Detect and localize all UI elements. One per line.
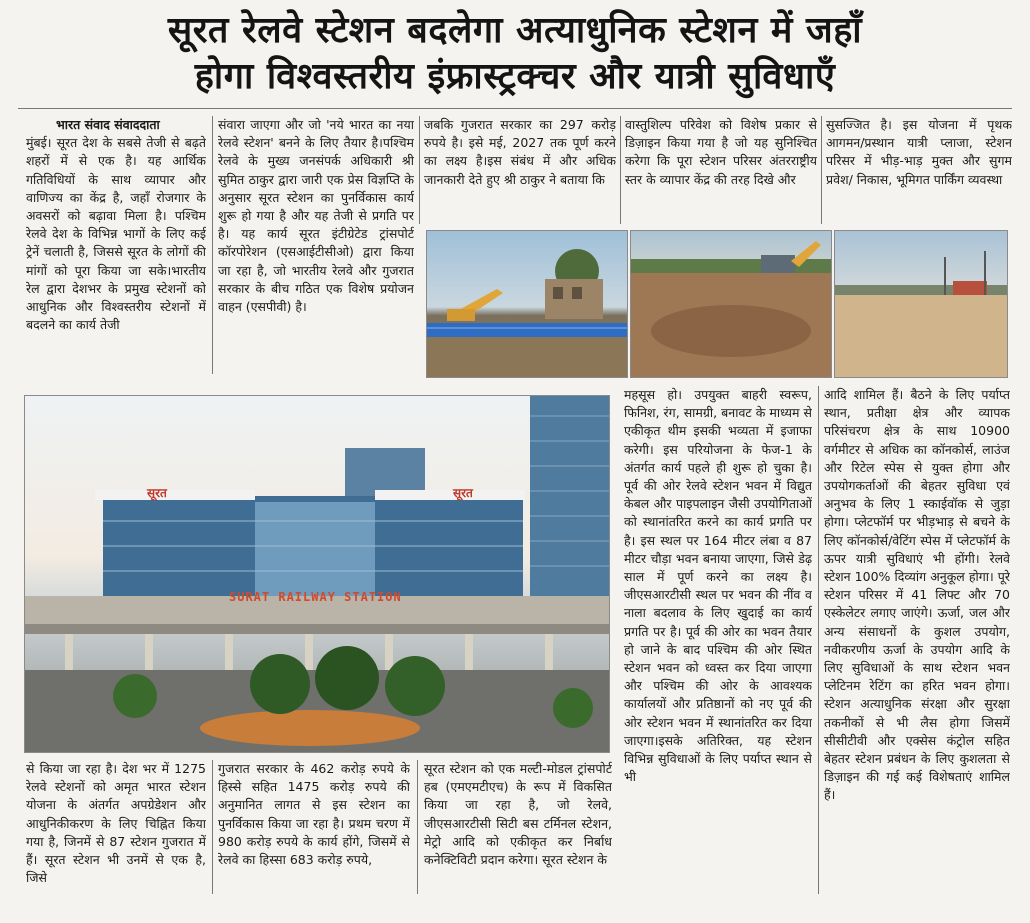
construction-photo-2 bbox=[630, 230, 832, 378]
construction-photo-1-art bbox=[427, 231, 627, 377]
byline: भारत संवाद संवाददाता bbox=[56, 117, 160, 132]
headline-line-1: सूरत रेलवे स्टेशन बदलेगा अत्याधुनिक स्टेशन में जहाँ bbox=[167, 10, 863, 51]
column-10-text: सूरत स्टेशन को एक मल्टी-मोडल ट्रांसपोर्ट हब (एमएमटीएच) के रूप में विकसित किया जा रहा है, जो रेलवे, जीएसआरटीसी सिटी बस टर्मिनल स्टेशन, मेट्रो आदि को एकीकृत कर निर्बाध कनेक्टिविटी प्रदान करेगा। सूरत स्टेशन के bbox=[424, 761, 612, 868]
article-column-5 bbox=[826, 116, 1012, 224]
construction-photo-3 bbox=[834, 230, 1008, 378]
column-5-text: सुसज्जित है। इस योजना में पृथक आगमन/प्रस्थान यात्री प्लाजा, स्टेशन परिसर में भीड़-भाड़ मुक्त और सुगम प्रवेश/ निकास, भूमिगत पार्किंग व्यवस्था bbox=[826, 117, 1012, 187]
column-1-text: मुंबई। सूरत देश के सबसे तेजी से बढ़ते शहरों में से एक है। यह आर्थिक गतिविधियों के साथ व्यापार और वाणिज्य का केंद्र है, जहाँ रोजगार के अवसरों को बढ़ावा मिला है। पश्चिम रेलवे देश के विभिन्न भागों के लिए कई ट्रेनें चलाती है, जिससे सूरत के लोगों की मांगों को पूरा किया जा सके।भारतीय रेल द्वारा देशभर के प्रमुख स्टेशनों को आधुनिक और विश्वस्तरीय स्टेशनों में बदलने का कार्य तेजी bbox=[26, 135, 206, 333]
headline-line-2: होगा विश्वस्तरीय इंफ्रास्ट्रक्चर और यात्री सुविधाएँ bbox=[194, 56, 836, 97]
article-column-4 bbox=[625, 116, 817, 224]
column-divider bbox=[821, 116, 822, 224]
column-divider bbox=[818, 386, 819, 894]
render-station-name: SURAT RAILWAY STATION bbox=[229, 590, 402, 604]
render-sign-right: सूरत bbox=[453, 486, 473, 500]
article-column-8 bbox=[26, 760, 206, 894]
column-divider bbox=[212, 760, 213, 894]
article-column-9 bbox=[218, 760, 410, 894]
headline bbox=[0, 8, 1030, 100]
column-divider bbox=[417, 760, 418, 894]
column-4-text: वास्तुशिल्प परिवेश को विशेष प्रकार से डिज़ाइन किया गया है जो यह सुनिश्चित करेगा कि पूरा स्टेशन परिसर अंतरराष्ट्रीय स्तर के व्यापार केंद्र की तरह दिखे और bbox=[625, 117, 817, 187]
column-3-text: जबकि गुजरात सरकार का 297 करोड़ रुपये है। इसे मई, 2027 तक पूर्ण करने का लक्ष्य है।इस संबंध में और अधिक जानकारी देते हुए श्री ठाकुर ने बताया कि bbox=[424, 117, 616, 187]
article-column-6 bbox=[624, 386, 812, 894]
station-render-image bbox=[24, 395, 610, 753]
article-column-3 bbox=[424, 116, 616, 224]
construction-photo-1 bbox=[426, 230, 628, 378]
column-7-text: आदि शामिल हैं। बैठने के लिए पर्याप्त स्थान, प्रतीक्षा क्षेत्र और व्यापक परिसंचरण क्षेत्र के साथ 10900 वर्गमीटर से अधिक का कॉनकोर्स, लाउंज और रिटेल स्पेस से युक्त होगा और उपयोगकर्ताओं की बेहतर सुविधा एवं अनुभव के लिए 1 स्काईवॉक से जुड़ा होगा। प्लेटफॉर्म पर भीड़भाड़ से बचने के लिए कॉनकोर्स/वेटिंग स्पेस में प्लेटफॉर्म के ऊपर यात्री सुविधाएं भी होंगी। रेलवे स्टेशन 100% दिव्यांग अनुकूल होगा। पूरे स्टेशन परिसर में 41 लिफ्ट और 70 एस्केलेटर लगाए जाएंगे। ऊर्जा, जल और अन्य संसाधनों के कुशल उपयोग, नवीकरणीय ऊर्जा के उपयोग आदि के लिए सुविधाओं के साथ स्टेशन भवन प्लेटिनम रेटिंग का हरित भवन होगा। स्टेशन अत्याधुनिक संरक्षा और सुरक्षा तकनीकों से भी लैस होगा जिसमें सीसीटीवी और एक्सेस कंट्रोल सहित बेहतर स्टेशन प्रबंधन के लिए कुशलता से डिज़ाइन की गई कई विशेषताएं शामिल हैं। bbox=[824, 387, 1010, 803]
column-6-text: महसूस हो। उपयुक्त बाहरी स्वरूप, फिनिश, रंग, सामग्री, बनावट के माध्यम से एकीकृत थीम इसकी भव्यता में इजाफा करेगी। इस परियोजना के फेज-1 के अंतर्गत कार्य पहले ही शुरू हो चुका है। पूर्व की ओर रेलवे स्टेशन भवन में विद्युत केबल और पाइपलाइन जैसी उपयोगिताओं को स्थानांतरित करने का कार्य प्रगति पर है। इस स्थल पर 164 मीटर लंबा व 87 मीटर चौड़ा भवन बनाया जाएगा, जिसे डेढ़ साल में पूर्ण करने का लक्ष्य है। जीएसआरटीसी स्थल पर भवन की नींव व नाला बदलाव के लिए खुदाई का कार्य प्रगति पर है। पूर्व की ओर का भवन तैयार हो जाने के बाद पश्चिम की ओर स्थित स्टेशन भवन को ध्वस्त कर दिया जाएगा और पश्चिम की ओर के आवश्यक कार्यालयों और प्रतिष्ठानों को नए पूर्व की ओर स्टेशन भवन में स्थानांतरित कर दिया जाएगा।इसके अतिरिक्त, यह स्टेशन विभिन्न सुविधाओं के लिए पर्याप्त स्थान से भी bbox=[624, 387, 812, 785]
render-sign-left: सूरत bbox=[147, 486, 167, 500]
article-column-10 bbox=[424, 760, 612, 894]
article-column-1 bbox=[26, 116, 206, 374]
headline-rule bbox=[18, 108, 1012, 109]
column-divider bbox=[419, 116, 420, 224]
construction-photo-3-art bbox=[835, 231, 1007, 377]
article-column-7 bbox=[824, 386, 1010, 894]
construction-photo-2-art bbox=[631, 231, 831, 377]
column-9-text: गुजरात सरकार के 462 करोड़ रुपये के हिस्से सहित 1475 करोड़ रुपये की अनुमानित लागत से इस स्टेशन का पुनर्विकास किया जा रहा है। प्रथम चरण में 980 करोड़ रुपये के कार्य होंगे, जिसमें से रेलवे का हिस्सा 683 करोड़ रुपये, bbox=[218, 761, 410, 868]
column-8-text: से किया जा रहा है। देश भर में 1275 रेलवे स्टेशनों को अमृत भारत स्टेशन योजना के अंतर्गत अपग्रेडेशन और आधुनिकीकरण के लिए चिह्नित किया गया है, जिनमें से 87 स्टेशन गुजरात में हैं। सूरत स्टेशन भी उनमें से एक है, जिसे bbox=[26, 761, 206, 886]
column-divider bbox=[620, 116, 621, 224]
column-2-text: संवारा जाएगा और जो 'नये भारत का नया रेलवे स्टेशन' बनने के लिए तैयार है।पश्चिम रेलवे के मुख्य जनसंपर्क अधिकारी श्री सुमित ठाकुर द्वारा जारी एक प्रेस विज्ञप्ति के अनुसार सूरत स्टेशन का पुनर्विकास कार्य शुरू हो गया है और यह तेजी से प्रगति पर है। यह कार्य सूरत इंटीग्रेटेड ट्रांसपोर्ट कॉरपोरेशन (एसआईटीसीओ) द्वारा किया जा रहा है, जो भारतीय रेलवे और गुजरात सरकार के बीच गठित एक विशेष प्रयोजन वाहन (एसपीवी) है। bbox=[218, 117, 414, 315]
article-column-2 bbox=[218, 116, 414, 374]
column-divider bbox=[212, 116, 213, 374]
station-render-art bbox=[25, 396, 609, 752]
